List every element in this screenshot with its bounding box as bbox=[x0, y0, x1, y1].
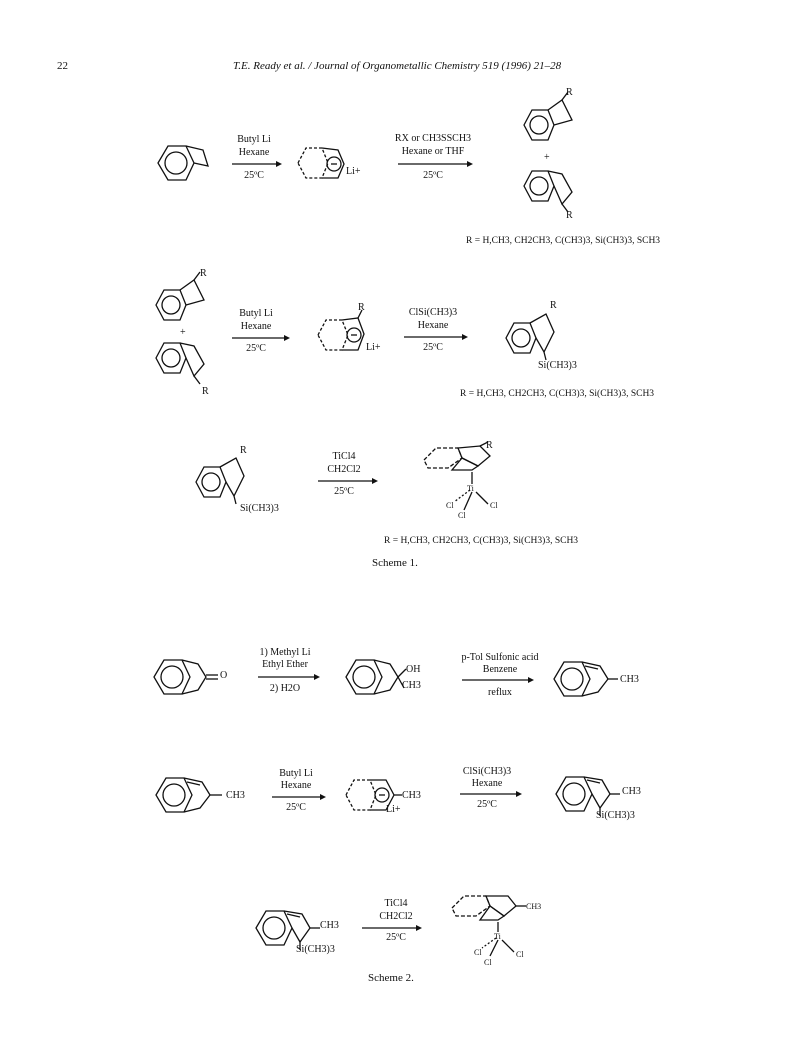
s1r3-reagent: TiCl4 bbox=[332, 451, 356, 462]
scheme-2-caption: Scheme 2. bbox=[368, 972, 414, 984]
substituent-r-label: R bbox=[566, 87, 573, 98]
s1r3-solvent: CH2Cl2 bbox=[327, 464, 361, 475]
trimethylsilyl-label: Si(CH3)3 bbox=[538, 360, 577, 371]
plus-sign: + bbox=[544, 152, 550, 163]
substituent-r-label: R bbox=[486, 440, 493, 451]
substituent-r-label: R bbox=[200, 268, 207, 279]
indenyl-titanium-trichloride-structure bbox=[422, 440, 512, 520]
page-number: 22 bbox=[57, 60, 68, 72]
s1r1-step2-reagent: RX or CH3SSCH3 bbox=[394, 133, 472, 144]
s1r3-r-group-list: R = H,CH3, CH2CH3, C(CH3)3, Si(CH3)3, SCH3 bbox=[384, 536, 579, 546]
silyl-indene-structure bbox=[500, 308, 575, 368]
s1r2-step2-reagent: ClSi(CH3)3 bbox=[408, 307, 458, 318]
titanium-label: Ti bbox=[494, 932, 501, 941]
substituent-r-label: R bbox=[202, 386, 209, 397]
scheme-1-caption: Scheme 1. bbox=[372, 557, 418, 569]
reaction-arrow bbox=[460, 790, 522, 798]
reaction-arrow bbox=[404, 333, 468, 341]
methyl-label: CH3 bbox=[402, 790, 421, 801]
1-substituted-indene-structure bbox=[516, 90, 586, 145]
s2r2-step2-reagent: ClSi(CH3)3 bbox=[462, 766, 512, 777]
methyl-label: CH3 bbox=[526, 902, 542, 911]
lithium-cation-label: Li+ bbox=[386, 804, 401, 815]
1-substituted-indene-structure bbox=[150, 338, 220, 393]
s2r1-step1-solvent: Ethyl Ether bbox=[262, 659, 308, 670]
reaction-arrow bbox=[258, 673, 320, 681]
chloride-label: Cl bbox=[516, 950, 524, 959]
s2r2-step2-temp: 25ºC bbox=[477, 799, 497, 810]
s2r2-step2-solvent: Hexane bbox=[471, 778, 503, 789]
chloride-label: Cl bbox=[458, 511, 466, 520]
s1r1-step2-temp: 25ºC bbox=[423, 170, 443, 181]
lithium-cation-label: Li+ bbox=[366, 342, 381, 353]
chloride-label: Cl bbox=[446, 501, 454, 510]
lithium-cation-label: Li+ bbox=[346, 166, 361, 177]
reaction-arrow bbox=[398, 160, 473, 168]
substituent-r-label: R bbox=[550, 300, 557, 311]
trimethylsilyl-label: Si(CH3)3 bbox=[240, 503, 279, 514]
chloride-label: Cl bbox=[484, 958, 492, 967]
titanium-label: Ti bbox=[467, 484, 474, 493]
2-methylindene-structure bbox=[548, 654, 628, 704]
methyl-label: CH3 bbox=[402, 680, 421, 691]
3-substituted-indene-structure bbox=[516, 166, 586, 221]
s1r2-step1-reagent: Butyl Li bbox=[239, 308, 273, 319]
chloride-label: Cl bbox=[474, 948, 482, 957]
s1r1-step1-reagent: Butyl Li bbox=[237, 134, 271, 145]
methyl-label: CH3 bbox=[622, 786, 641, 797]
substituent-r-label: R bbox=[358, 302, 365, 313]
reaction-arrow bbox=[232, 160, 282, 168]
methyl-label: CH3 bbox=[620, 674, 639, 685]
reaction-arrow bbox=[462, 676, 534, 684]
s2r3-reagent: TiCl4 bbox=[384, 898, 408, 909]
s2r1-step1-workup: 2) H2O bbox=[269, 683, 301, 694]
reaction-arrow bbox=[362, 924, 422, 932]
substituent-r-label: R bbox=[566, 210, 573, 221]
running-title: T.E. Ready et al. / Journal of Organometallic Chemistry 519 (1996) 21–28 bbox=[233, 60, 562, 72]
2-methyl-2-indanol-structure bbox=[340, 652, 420, 702]
methyl-label: CH3 bbox=[320, 920, 339, 931]
trimethylsilyl-label: Si(CH3)3 bbox=[296, 944, 335, 955]
s1r2-step2-solvent: Hexane bbox=[417, 320, 449, 331]
s2r2-step1-solvent: Hexane bbox=[280, 780, 312, 791]
s1r1-step1-solvent: Hexane bbox=[238, 147, 270, 158]
2-indanone-structure bbox=[148, 652, 228, 702]
reaction-arrow bbox=[318, 477, 378, 485]
s1r2-r-group-list: R = H,CH3, CH2CH3, C(CH3)3, Si(CH3)3, SCH3 bbox=[460, 389, 655, 399]
s2r2-step1-reagent: Butyl Li bbox=[279, 768, 313, 779]
s2r1-step2-reagent: p-Tol Sulfonic acid bbox=[461, 652, 539, 663]
s2r1-step2-condition: reflux bbox=[488, 687, 512, 698]
ketone-oxygen-label: O bbox=[220, 670, 228, 681]
trimethylsilyl-label: Si(CH3)3 bbox=[596, 810, 635, 821]
s1r2-step1-solvent: Hexane bbox=[240, 321, 272, 332]
2-methylindene-structure bbox=[150, 770, 230, 820]
s1r3-temp: 25ºC bbox=[334, 486, 354, 497]
hydroxyl-label: OH bbox=[406, 664, 421, 675]
reaction-arrow bbox=[232, 334, 290, 342]
s2r1-step1-reagent: 1) Methyl Li bbox=[259, 647, 311, 658]
3-substituted-indene-structure bbox=[150, 270, 220, 325]
s1r1-r-group-list: R = H,CH3, CH2CH3, C(CH3)3, Si(CH3)3, SCH3 bbox=[466, 236, 661, 246]
indane-structure bbox=[148, 138, 218, 188]
s1r1-step1-temp: 25ºC bbox=[244, 170, 264, 181]
methyl-label: CH3 bbox=[226, 790, 245, 801]
s1r1-step2-solvent: Hexane or THF bbox=[401, 146, 465, 157]
reaction-arrow bbox=[272, 793, 326, 801]
s2r2-step1-temp: 25ºC bbox=[286, 802, 306, 813]
substituent-r-label: R bbox=[240, 445, 247, 456]
indenyl-anion-structure bbox=[290, 138, 360, 188]
s2r1-step2-solvent: Benzene bbox=[482, 664, 518, 675]
chloride-label: Cl bbox=[490, 501, 498, 510]
plus-sign: + bbox=[180, 327, 186, 338]
s1r2-step2-temp: 25ºC bbox=[423, 342, 443, 353]
s1r2-step1-temp: 25ºC bbox=[246, 343, 266, 354]
s2r3-temp: 25ºC bbox=[386, 932, 406, 943]
s2r3-solvent: CH2Cl2 bbox=[379, 911, 413, 922]
